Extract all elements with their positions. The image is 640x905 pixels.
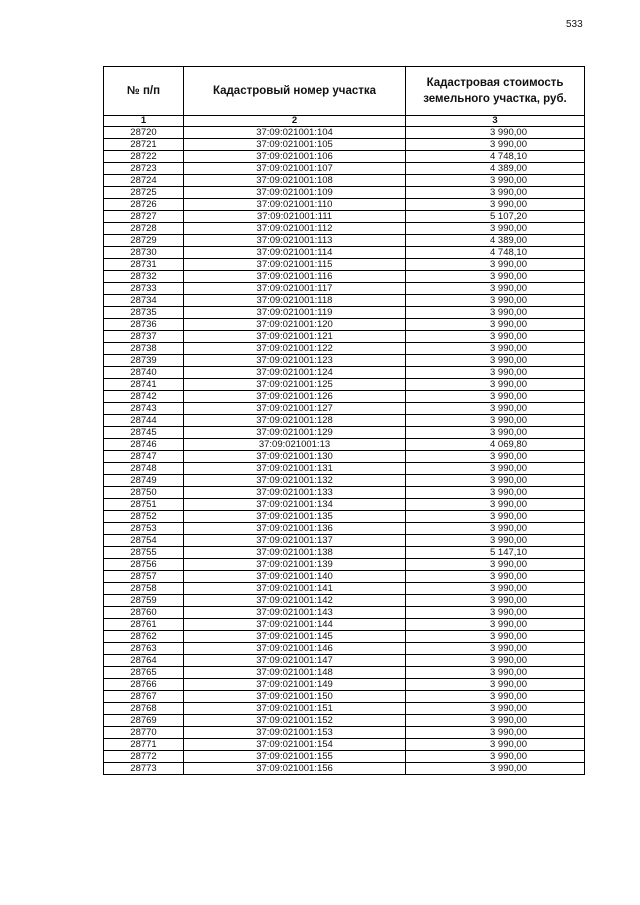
table-row xyxy=(104,667,585,679)
row-index: 28772 xyxy=(104,751,184,763)
row-index: 28745 xyxy=(104,427,184,439)
row-index: 28728 xyxy=(104,223,184,235)
row-cadastral-number: 37:09:021001:105 xyxy=(184,139,406,151)
table-row xyxy=(104,391,585,403)
row-cadastral-number: 37:09:021001:131 xyxy=(184,463,406,475)
row-cadastral-value: 3 990,00 xyxy=(406,367,585,379)
table-row xyxy=(104,331,585,343)
row-cadastral-number: 37:09:021001:121 xyxy=(184,331,406,343)
row-index: 28732 xyxy=(104,271,184,283)
table-row xyxy=(104,151,585,163)
row-cadastral-number: 37:09:021001:153 xyxy=(184,727,406,739)
table-row xyxy=(104,643,585,655)
row-cadastral-number: 37:09:021001:144 xyxy=(184,619,406,631)
row-cadastral-value: 3 990,00 xyxy=(406,739,585,751)
row-cadastral-value: 3 990,00 xyxy=(406,199,585,211)
row-index: 28733 xyxy=(104,283,184,295)
row-cadastral-value: 3 990,00 xyxy=(406,127,585,139)
row-cadastral-value: 4 748,10 xyxy=(406,151,585,163)
table-row xyxy=(104,199,585,211)
row-cadastral-number: 37:09:021001:119 xyxy=(184,307,406,319)
row-index: 28761 xyxy=(104,619,184,631)
table-row xyxy=(104,691,585,703)
row-index: 28750 xyxy=(104,487,184,499)
row-cadastral-number: 37:09:021001:139 xyxy=(184,559,406,571)
row-index: 28736 xyxy=(104,319,184,331)
table-row xyxy=(104,559,585,571)
row-index: 28731 xyxy=(104,259,184,271)
row-index: 28755 xyxy=(104,547,184,559)
row-cadastral-value: 3 990,00 xyxy=(406,559,585,571)
table-row xyxy=(104,307,585,319)
table-row xyxy=(104,127,585,139)
table-row xyxy=(104,415,585,427)
row-cadastral-number: 37:09:021001:130 xyxy=(184,451,406,463)
table-row xyxy=(104,487,585,499)
row-cadastral-number: 37:09:021001:156 xyxy=(184,763,406,775)
row-cadastral-value: 3 990,00 xyxy=(406,259,585,271)
row-cadastral-value: 3 990,00 xyxy=(406,379,585,391)
row-cadastral-value: 3 990,00 xyxy=(406,331,585,343)
row-cadastral-number: 37:09:021001:137 xyxy=(184,535,406,547)
table-row xyxy=(104,631,585,643)
table-body xyxy=(104,127,585,775)
row-index: 28762 xyxy=(104,631,184,643)
row-index: 28757 xyxy=(104,571,184,583)
row-index: 28743 xyxy=(104,403,184,415)
row-cadastral-number: 37:09:021001:135 xyxy=(184,511,406,523)
row-index: 28768 xyxy=(104,703,184,715)
row-cadastral-number: 37:09:021001:136 xyxy=(184,523,406,535)
header-cadastral-number: Кадастровый номер участка xyxy=(184,67,406,116)
row-cadastral-number: 37:09:021001:104 xyxy=(184,127,406,139)
row-cadastral-value: 3 990,00 xyxy=(406,391,585,403)
row-cadastral-value: 3 990,00 xyxy=(406,307,585,319)
table-row xyxy=(104,355,585,367)
row-cadastral-number: 37:09:021001:107 xyxy=(184,163,406,175)
row-cadastral-value: 3 990,00 xyxy=(406,487,585,499)
row-index: 28763 xyxy=(104,643,184,655)
row-cadastral-value: 3 990,00 xyxy=(406,175,585,187)
row-cadastral-number: 37:09:021001:111 xyxy=(184,211,406,223)
row-cadastral-value: 3 990,00 xyxy=(406,283,585,295)
table-row xyxy=(104,703,585,715)
row-index: 28766 xyxy=(104,679,184,691)
row-cadastral-value: 3 990,00 xyxy=(406,619,585,631)
row-index: 28747 xyxy=(104,451,184,463)
row-cadastral-number: 37:09:021001:113 xyxy=(184,235,406,247)
row-cadastral-value: 3 990,00 xyxy=(406,415,585,427)
column-number-row xyxy=(104,116,585,127)
cadastral-table xyxy=(103,66,585,775)
row-index: 28726 xyxy=(104,199,184,211)
row-cadastral-number: 37:09:021001:122 xyxy=(184,343,406,355)
row-cadastral-number: 37:09:021001:142 xyxy=(184,595,406,607)
row-cadastral-number: 37:09:021001:129 xyxy=(184,427,406,439)
table-row xyxy=(104,163,585,175)
row-index: 28721 xyxy=(104,139,184,151)
row-cadastral-number: 37:09:021001:150 xyxy=(184,691,406,703)
row-cadastral-value: 3 990,00 xyxy=(406,451,585,463)
row-index: 28769 xyxy=(104,715,184,727)
row-cadastral-value: 3 990,00 xyxy=(406,475,585,487)
table-row xyxy=(104,235,585,247)
row-index: 28720 xyxy=(104,127,184,139)
row-index: 28737 xyxy=(104,331,184,343)
row-index: 28758 xyxy=(104,583,184,595)
row-cadastral-number: 37:09:021001:123 xyxy=(184,355,406,367)
row-cadastral-value: 3 990,00 xyxy=(406,583,585,595)
table-row xyxy=(104,211,585,223)
table-row xyxy=(104,511,585,523)
column-number: 1 xyxy=(104,116,184,127)
row-index: 28734 xyxy=(104,295,184,307)
row-cadastral-value: 3 990,00 xyxy=(406,595,585,607)
row-index: 28739 xyxy=(104,355,184,367)
table-row xyxy=(104,583,585,595)
row-cadastral-value: 4 069,80 xyxy=(406,439,585,451)
row-index: 28742 xyxy=(104,391,184,403)
table-row xyxy=(104,367,585,379)
row-cadastral-value: 3 990,00 xyxy=(406,703,585,715)
row-cadastral-value: 3 990,00 xyxy=(406,523,585,535)
row-index: 28752 xyxy=(104,511,184,523)
row-cadastral-value: 3 990,00 xyxy=(406,571,585,583)
row-cadastral-number: 37:09:021001:141 xyxy=(184,583,406,595)
row-cadastral-value: 3 990,00 xyxy=(406,223,585,235)
row-index: 28753 xyxy=(104,523,184,535)
row-index: 28740 xyxy=(104,367,184,379)
row-cadastral-number: 37:09:021001:148 xyxy=(184,667,406,679)
row-cadastral-number: 37:09:021001:118 xyxy=(184,295,406,307)
row-cadastral-number: 37:09:021001:146 xyxy=(184,643,406,655)
row-cadastral-value: 3 990,00 xyxy=(406,271,585,283)
row-index: 28735 xyxy=(104,307,184,319)
table-row xyxy=(104,247,585,259)
row-cadastral-value: 3 990,00 xyxy=(406,511,585,523)
row-cadastral-number: 37:09:021001:117 xyxy=(184,283,406,295)
header-cadastral-value: Кадастровая стоимость земельного участка, руб. xyxy=(406,67,585,116)
column-number: 3 xyxy=(406,116,585,127)
row-cadastral-value: 3 990,00 xyxy=(406,643,585,655)
row-index: 28744 xyxy=(104,415,184,427)
row-cadastral-number: 37:09:021001:149 xyxy=(184,679,406,691)
table-row xyxy=(104,139,585,151)
row-cadastral-number: 37:09:021001:120 xyxy=(184,319,406,331)
table-row xyxy=(104,715,585,727)
table-row xyxy=(104,595,585,607)
row-cadastral-number: 37:09:021001:106 xyxy=(184,151,406,163)
row-cadastral-value: 3 990,00 xyxy=(406,427,585,439)
header-row xyxy=(104,67,585,116)
row-cadastral-number: 37:09:021001:152 xyxy=(184,715,406,727)
row-index: 28741 xyxy=(104,379,184,391)
row-cadastral-number: 37:09:021001:109 xyxy=(184,187,406,199)
row-cadastral-value: 3 990,00 xyxy=(406,499,585,511)
row-cadastral-number: 37:09:021001:133 xyxy=(184,487,406,499)
row-index: 28724 xyxy=(104,175,184,187)
row-cadastral-value: 3 990,00 xyxy=(406,667,585,679)
row-index: 28759 xyxy=(104,595,184,607)
table-row xyxy=(104,523,585,535)
row-index: 28749 xyxy=(104,475,184,487)
row-cadastral-value: 3 990,00 xyxy=(406,751,585,763)
row-cadastral-value: 3 990,00 xyxy=(406,355,585,367)
row-index: 28751 xyxy=(104,499,184,511)
row-index: 28746 xyxy=(104,439,184,451)
row-cadastral-value: 3 990,00 xyxy=(406,403,585,415)
row-cadastral-number: 37:09:021001:124 xyxy=(184,367,406,379)
row-cadastral-value: 3 990,00 xyxy=(406,679,585,691)
row-cadastral-number: 37:09:021001:116 xyxy=(184,271,406,283)
row-index: 28727 xyxy=(104,211,184,223)
row-cadastral-number: 37:09:021001:154 xyxy=(184,739,406,751)
table-row xyxy=(104,619,585,631)
row-index: 28725 xyxy=(104,187,184,199)
table-row xyxy=(104,259,585,271)
row-cadastral-value: 3 990,00 xyxy=(406,343,585,355)
table-row xyxy=(104,571,585,583)
row-cadastral-value: 3 990,00 xyxy=(406,319,585,331)
row-cadastral-value: 5 147,10 xyxy=(406,547,585,559)
row-cadastral-value: 3 990,00 xyxy=(406,631,585,643)
row-cadastral-number: 37:09:021001:151 xyxy=(184,703,406,715)
row-cadastral-number: 37:09:021001:132 xyxy=(184,475,406,487)
row-cadastral-number: 37:09:021001:128 xyxy=(184,415,406,427)
row-index: 28770 xyxy=(104,727,184,739)
table-row xyxy=(104,535,585,547)
table-row xyxy=(104,679,585,691)
row-index: 28722 xyxy=(104,151,184,163)
table-row xyxy=(104,547,585,559)
table-row xyxy=(104,379,585,391)
row-cadastral-number: 37:09:021001:115 xyxy=(184,259,406,271)
header-index: № п/п xyxy=(104,67,184,116)
table-row xyxy=(104,739,585,751)
row-cadastral-value: 4 748,10 xyxy=(406,247,585,259)
table-row xyxy=(104,271,585,283)
row-cadastral-number: 37:09:021001:138 xyxy=(184,547,406,559)
row-cadastral-value: 3 990,00 xyxy=(406,535,585,547)
table-row xyxy=(104,295,585,307)
table-row xyxy=(104,223,585,235)
row-index: 28754 xyxy=(104,535,184,547)
row-cadastral-number: 37:09:021001:134 xyxy=(184,499,406,511)
row-cadastral-value: 5 107,20 xyxy=(406,211,585,223)
row-cadastral-number: 37:09:021001:147 xyxy=(184,655,406,667)
table-row xyxy=(104,175,585,187)
row-cadastral-value: 4 389,00 xyxy=(406,163,585,175)
row-cadastral-number: 37:09:021001:143 xyxy=(184,607,406,619)
row-cadastral-value: 3 990,00 xyxy=(406,139,585,151)
page-number: 533 xyxy=(566,19,583,30)
table-row xyxy=(104,607,585,619)
row-cadastral-value: 3 990,00 xyxy=(406,691,585,703)
row-cadastral-value: 3 990,00 xyxy=(406,715,585,727)
table-row xyxy=(104,655,585,667)
row-cadastral-number: 37:09:021001:110 xyxy=(184,199,406,211)
row-index: 28756 xyxy=(104,559,184,571)
row-index: 28767 xyxy=(104,691,184,703)
row-index: 28748 xyxy=(104,463,184,475)
table-row xyxy=(104,283,585,295)
table-row xyxy=(104,427,585,439)
row-index: 28723 xyxy=(104,163,184,175)
row-cadastral-value: 3 990,00 xyxy=(406,655,585,667)
table-row xyxy=(104,475,585,487)
table-row xyxy=(104,439,585,451)
row-cadastral-value: 3 990,00 xyxy=(406,295,585,307)
row-cadastral-number: 37:09:021001:127 xyxy=(184,403,406,415)
row-index: 28729 xyxy=(104,235,184,247)
table-row xyxy=(104,763,585,775)
row-cadastral-number: 37:09:021001:13 xyxy=(184,439,406,451)
row-index: 28764 xyxy=(104,655,184,667)
row-cadastral-number: 37:09:021001:155 xyxy=(184,751,406,763)
row-cadastral-value: 3 990,00 xyxy=(406,727,585,739)
row-cadastral-number: 37:09:021001:126 xyxy=(184,391,406,403)
row-cadastral-value: 4 389,00 xyxy=(406,235,585,247)
row-cadastral-value: 3 990,00 xyxy=(406,607,585,619)
table-row xyxy=(104,751,585,763)
table-row xyxy=(104,499,585,511)
row-index: 28760 xyxy=(104,607,184,619)
row-cadastral-number: 37:09:021001:140 xyxy=(184,571,406,583)
row-index: 28738 xyxy=(104,343,184,355)
row-index: 28773 xyxy=(104,763,184,775)
table-row xyxy=(104,403,585,415)
table-row xyxy=(104,727,585,739)
row-index: 28771 xyxy=(104,739,184,751)
table-row xyxy=(104,343,585,355)
column-number: 2 xyxy=(184,116,406,127)
row-cadastral-number: 37:09:021001:108 xyxy=(184,175,406,187)
table-row xyxy=(104,463,585,475)
row-index: 28765 xyxy=(104,667,184,679)
table-row xyxy=(104,451,585,463)
row-cadastral-number: 37:09:021001:125 xyxy=(184,379,406,391)
row-cadastral-value: 3 990,00 xyxy=(406,763,585,775)
row-cadastral-value: 3 990,00 xyxy=(406,463,585,475)
row-cadastral-value: 3 990,00 xyxy=(406,187,585,199)
row-cadastral-number: 37:09:021001:114 xyxy=(184,247,406,259)
table-row xyxy=(104,187,585,199)
row-cadastral-number: 37:09:021001:112 xyxy=(184,223,406,235)
row-index: 28730 xyxy=(104,247,184,259)
row-cadastral-number: 37:09:021001:145 xyxy=(184,631,406,643)
table-row xyxy=(104,319,585,331)
